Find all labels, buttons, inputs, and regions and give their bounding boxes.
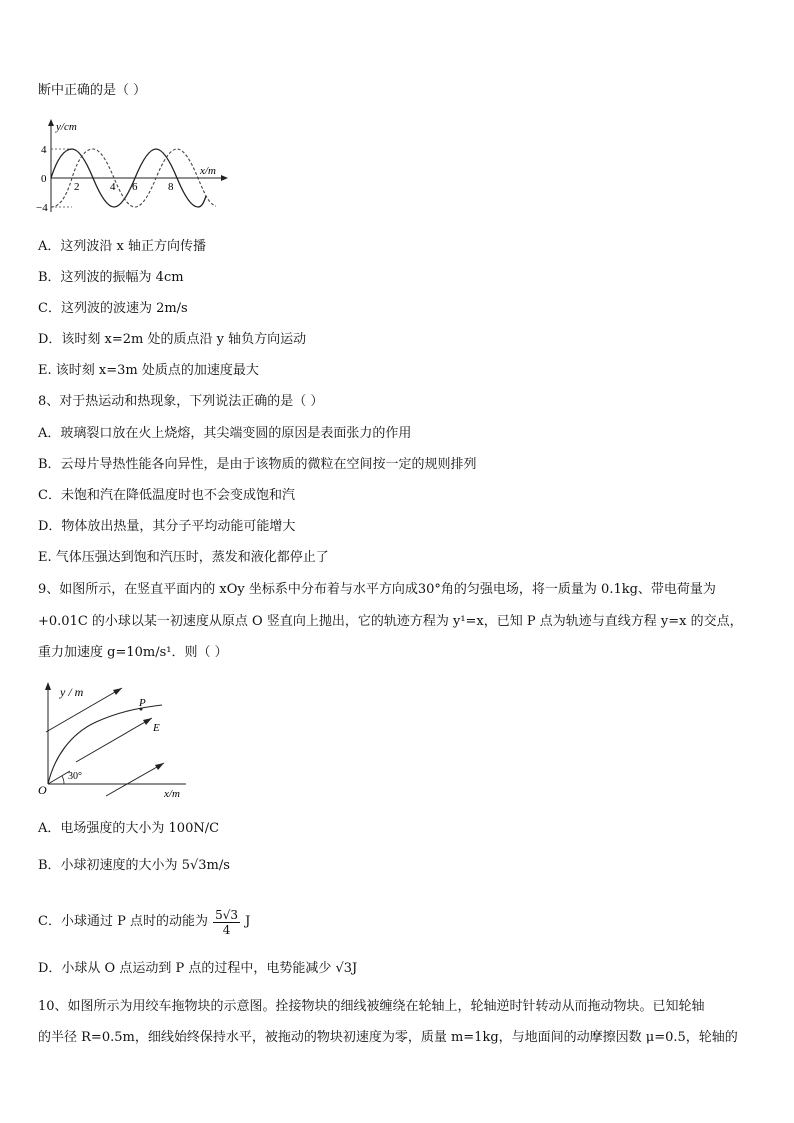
q7-xtick: 2: [74, 181, 80, 193]
q7-xtick: 4: [110, 181, 116, 193]
q9-point-p-label: P: [139, 697, 146, 709]
q8-option-d: D．物体放出热量，其分子平均动能可能增大: [38, 519, 296, 534]
q7-xtick: 6: [132, 181, 138, 193]
q9-option-c-denominator: 4: [222, 923, 231, 937]
q8-option-c: C．未饱和汽在降低温度时也不会变成饱和汽: [38, 488, 295, 503]
q7-option-b: B．这列波的振幅为 4cm: [38, 270, 184, 285]
q9-option-c-fraction: [213, 908, 240, 937]
q7-stem-tail: 断中正确的是（ ）: [38, 83, 147, 98]
q9-origin-label: O: [38, 783, 47, 797]
q8-option-a: A．玻璃裂口放在火上烧熔，其尖端变圆的原因是表面张力的作用: [38, 426, 412, 441]
q9-option-c: [38, 907, 250, 936]
q9-field-label: E: [153, 722, 160, 734]
q9-angle-label: 30°: [68, 771, 82, 782]
q7-option-e: E. 该时刻 x=3m 处质点的加速度最大: [38, 363, 259, 378]
q7-ytick: 4: [41, 144, 47, 156]
q9-option-b: [38, 857, 230, 875]
q8-option-e: E. 气体压强达到饱和汽压时，蒸发和液化都停止了: [38, 550, 329, 565]
q9-option-c-unit: J: [245, 914, 251, 929]
q9-option-d-value: √3J: [335, 961, 358, 976]
q10-line2: 的半径 R=0.5m，细线始终保持水平，被拖动的物块初速度为零，质量 m=1kg，与地面间的动摩擦因数 μ=0.5，轮轴的: [38, 1030, 738, 1045]
q7-option-a: A．这列波沿 x 轴正方向传播: [38, 239, 206, 254]
q8-option-b: B．云母片导热性能各向异性，是由于该物质的微粒在空间按一定的规则排列: [38, 457, 477, 472]
q7-option-d: D．该时刻 x=2m 处的质点沿 y 轴负方向运动: [38, 332, 307, 347]
q9-option-b-value: 5√3m/s: [181, 858, 230, 873]
q7-ytick: −4: [36, 202, 48, 214]
q9-option-c-numerator: 5√3: [215, 908, 239, 922]
q9-option-d: [38, 960, 357, 978]
q9-stem-line3: 重力加速度 g=10m/s¹．则（ ）: [38, 645, 228, 660]
q9-option-a: A．电场强度的大小为 100N/C: [38, 821, 220, 836]
q9-option-d-prefix: D．小球从 O 点运动到 P 点的过程中，电势能减少: [38, 961, 332, 976]
q7-ytick: 0: [41, 173, 47, 185]
q9-stem-line2: +0.01C 的小球以某一初速度从原点 O 竖直向上抛出，它的轨迹方程为 y¹=x，已知 P 点为轨迹与直线方程 y=x 的交点，: [38, 614, 743, 629]
q10-line1: 10、如图所示为用绞车拖物块的示意图。拴接物块的细线被缠绕在轮轴上，轮轴逆时针转动从而拖动物块。已知轮轴: [38, 999, 705, 1014]
q9-field-figure: [36, 676, 196, 802]
q9-stem-line1: 9、如图所示，在竖直平面内的 xOy 坐标系中分布着与水平方向成30°角的匀强电场，将一质量为 0.1kg、带电荷量为: [38, 582, 716, 597]
q7-xlabel: x/m: [200, 165, 216, 177]
q9-ylabel: y / m: [60, 685, 84, 699]
q9-trajectory: [48, 705, 162, 784]
q9-option-c-prefix: C．小球通过 P 点时的动能为: [38, 914, 208, 929]
q7-wave-graph: [36, 116, 236, 216]
q7-ylabel: y/cm: [56, 121, 77, 133]
q8-stem: 8、对于热运动和热现象，下列说法正确的是（ ）: [38, 394, 324, 409]
q7-option-c: C．这列波的波速为 2m/s: [38, 301, 188, 316]
q7-xtick: 8: [168, 181, 174, 193]
q9-option-b-prefix: B．小球初速度的大小为: [38, 858, 178, 873]
q9-xlabel: x/m: [164, 788, 180, 800]
